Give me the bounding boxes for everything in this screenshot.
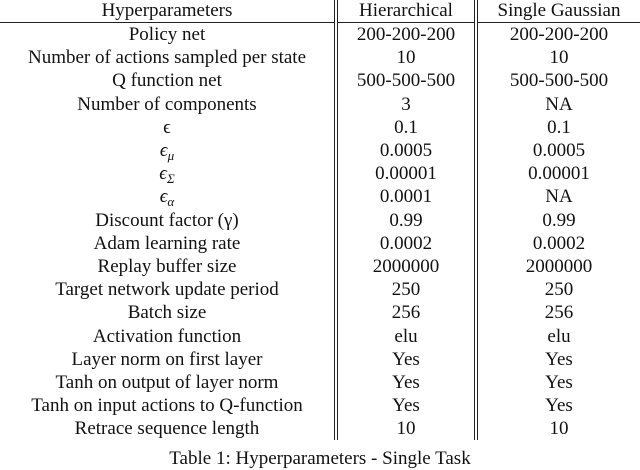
table-row [0,348,640,371]
param-symbol: ϵ [159,163,167,185]
single-gaussian-value: 0.00001 [528,163,590,185]
single-gaussian-value: 0.0005 [532,140,586,162]
param-symbol: ϵ [159,186,168,208]
table-row [0,46,640,69]
param-name: Replay buffer size [0,255,336,278]
single-gaussian-value: 200-200-200 [509,24,609,46]
param-name: Number of components [0,93,336,116]
param-name: Layer norm on first layer [0,348,336,371]
param-name: Policy net [0,23,336,47]
table-row [0,162,640,185]
table-row [0,324,640,347]
single-gaussian-value: 0.1 [547,116,571,138]
single-gaussian-value: 256 [544,302,574,324]
hierarchical-value: 0.0002 [336,232,476,255]
hierarchical-value: 500-500-500 [336,69,476,92]
param-name: Activation function [0,324,336,347]
hierarchical-value: 3 [336,93,476,116]
single-gaussian-value: 10 [549,47,569,69]
param-name: ϵ [0,116,336,139]
single-gaussian-value: 2000000 [525,255,593,277]
param-name: Adam learning rate [0,232,336,255]
hierarchical-value: 250 [336,278,476,301]
header-hierarchical: Hierarchical [336,0,476,23]
hierarchical-value: 10 [336,417,476,440]
table-row [0,209,640,232]
table-row [0,278,640,301]
table-row [0,93,640,116]
single-gaussian-value: 0.0002 [532,232,586,254]
single-gaussian-value: Yes [545,395,573,417]
param-subscript: Σ [166,171,175,187]
hierarchical-value: elu [336,324,476,347]
hierarchical-value: 256 [336,301,476,324]
param-name [0,162,336,185]
hierarchical-value: 0.0001 [336,185,476,208]
table-header-row [0,0,640,23]
table-row [0,417,640,440]
table-row [0,139,640,162]
param-subscript: μ [167,148,175,164]
hierarchical-value: Yes [336,394,476,417]
param-name: Number of actions sampled per state [0,46,336,69]
single-gaussian-value: Yes [545,348,573,370]
hierarchical-value: 10 [336,46,476,69]
hierarchical-value: 0.99 [336,209,476,232]
param-name: Target network update period [0,278,336,301]
hierarchical-value: 0.1 [336,116,476,139]
hierarchical-value: 200-200-200 [336,23,476,47]
param-name: Batch size [0,301,336,324]
header-single-gaussian: Single Gaussian [476,0,640,23]
single-gaussian-value: 10 [549,418,569,440]
param-name: Tanh on output of layer norm [0,371,336,394]
hierarchical-value: 2000000 [336,255,476,278]
table-row [0,232,640,255]
param-name [0,185,336,208]
table-caption: Table 1: Hyperparameters - Single Task [169,448,471,469]
table-row [0,69,640,92]
table-row [0,394,640,417]
single-gaussian-value: NA [545,93,573,115]
single-gaussian-value: 0.99 [542,209,576,231]
param-name: Discount factor (γ) [0,209,336,232]
table-row [0,116,640,139]
single-gaussian-value: 500-500-500 [509,70,609,92]
table-row [0,255,640,278]
header-hyperparameters: Hyperparameters [0,0,336,23]
param-name: Tanh on input actions to Q-function [0,394,336,417]
hierarchical-value: 0.0005 [336,139,476,162]
table-row [0,371,640,394]
param-name: Q function net [0,69,336,92]
param-symbol: ϵ [159,140,168,162]
single-gaussian-value: NA [545,186,573,208]
single-gaussian-value: Yes [545,371,573,393]
hierarchical-value: Yes [336,348,476,371]
table-row [0,301,640,324]
single-gaussian-value: elu [547,325,571,347]
param-subscript: α [167,194,175,210]
param-name: Retrace sequence length [0,417,336,440]
param-name [0,139,336,162]
hierarchical-value: 0.00001 [336,162,476,185]
hierarchical-value: Yes [336,371,476,394]
table-row [0,185,640,208]
single-gaussian-value: 250 [544,279,574,301]
table-row [0,23,640,47]
